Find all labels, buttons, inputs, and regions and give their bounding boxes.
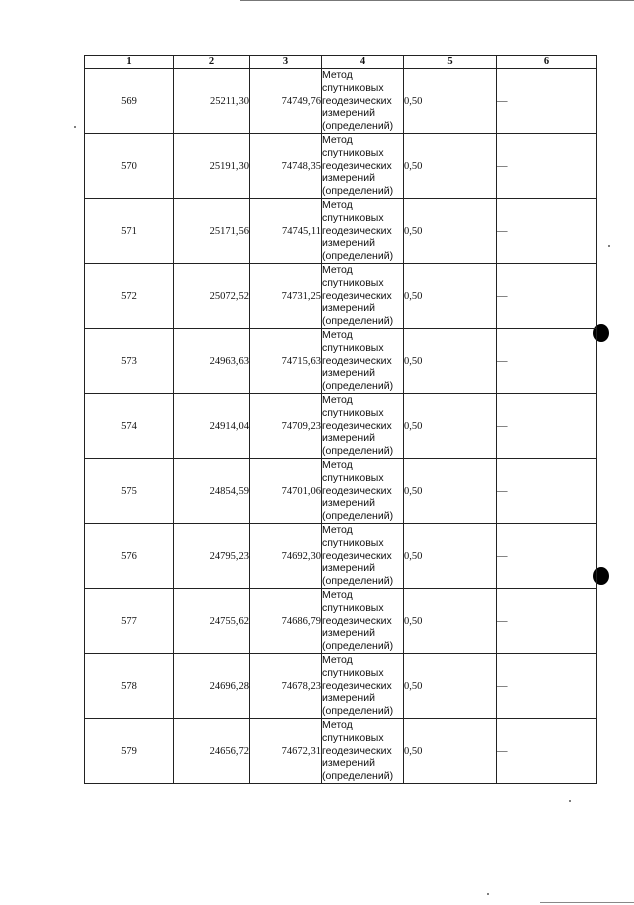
method-line: геодезических bbox=[322, 159, 392, 172]
accuracy-cell: 0,50 bbox=[404, 459, 497, 524]
method-line: (определений) bbox=[322, 120, 394, 133]
method-line: спутниковых bbox=[322, 536, 384, 549]
method-line: Метод bbox=[322, 459, 353, 471]
accuracy-cell: 0,50 bbox=[404, 69, 497, 134]
column-header: 1 bbox=[85, 56, 174, 69]
point-number-cell: 573 bbox=[85, 329, 174, 394]
method-line: геодезических bbox=[322, 94, 392, 107]
table-row bbox=[85, 459, 597, 524]
method-cell bbox=[322, 654, 404, 719]
coordinate-x-cell: 24963,63 bbox=[174, 329, 250, 394]
coordinate-x-cell: 25171,56 bbox=[174, 199, 250, 264]
method-cell bbox=[322, 329, 404, 394]
accuracy-cell: 0,50 bbox=[404, 654, 497, 719]
column-header: 6 bbox=[497, 56, 597, 69]
table-row bbox=[85, 589, 597, 654]
accuracy-cell: 0,50 bbox=[404, 394, 497, 459]
point-number-cell: 577 bbox=[85, 589, 174, 654]
point-number-cell: 579 bbox=[85, 719, 174, 784]
method-line: спутниковых bbox=[322, 146, 384, 159]
method-line: спутниковых bbox=[322, 341, 384, 354]
method-line: (определений) bbox=[322, 185, 394, 198]
description-cell: — bbox=[497, 589, 597, 654]
method-cell bbox=[322, 459, 404, 524]
point-number-cell: 571 bbox=[85, 199, 174, 264]
method-cell bbox=[322, 264, 404, 329]
method-cell bbox=[322, 394, 404, 459]
method-line: Метод bbox=[322, 329, 353, 341]
method-line: геодезических bbox=[322, 614, 392, 627]
method-line: спутниковых bbox=[322, 211, 384, 224]
method-line: геодезических bbox=[322, 224, 392, 237]
table-row bbox=[85, 719, 597, 784]
method-line: спутниковых bbox=[322, 406, 384, 419]
description-cell: — bbox=[497, 719, 597, 784]
coordinate-x-cell: 25211,30 bbox=[174, 69, 250, 134]
method-line: Метод bbox=[322, 719, 353, 731]
method-line: измерений bbox=[322, 367, 375, 380]
method-line: измерений bbox=[322, 172, 375, 185]
accuracy-cell: 0,50 bbox=[404, 524, 497, 589]
point-number-cell: 578 bbox=[85, 654, 174, 719]
coordinate-y-cell: 74701,06 bbox=[250, 459, 322, 524]
point-number-cell: 572 bbox=[85, 264, 174, 329]
table-row bbox=[85, 264, 597, 329]
method-line: Метод bbox=[322, 134, 353, 146]
method-cell bbox=[322, 589, 404, 654]
coordinate-y-cell: 74748,35 bbox=[250, 134, 322, 199]
method-line: (определений) bbox=[322, 250, 394, 263]
method-line: измерений bbox=[322, 627, 375, 640]
method-line: измерений bbox=[322, 497, 375, 510]
point-number-cell: 575 bbox=[85, 459, 174, 524]
scan-speck bbox=[487, 893, 489, 895]
coordinate-x-cell: 24854,59 bbox=[174, 459, 250, 524]
coordinate-y-cell: 74692,30 bbox=[250, 524, 322, 589]
coordinate-x-cell: 24795,23 bbox=[174, 524, 250, 589]
coordinate-x-cell: 25191,30 bbox=[174, 134, 250, 199]
point-number-cell: 570 bbox=[85, 134, 174, 199]
method-cell bbox=[322, 134, 404, 199]
method-line: (определений) bbox=[322, 315, 394, 328]
method-line: измерений bbox=[322, 237, 375, 250]
method-line: спутниковых bbox=[322, 471, 384, 484]
method-line: измерений bbox=[322, 432, 375, 445]
method-line: Метод bbox=[322, 264, 353, 276]
method-line: спутниковых bbox=[322, 601, 384, 614]
column-header: 5 bbox=[404, 56, 497, 69]
method-cell bbox=[322, 199, 404, 264]
scan-top-edge-line bbox=[240, 0, 634, 1]
method-line: Метод bbox=[322, 524, 353, 536]
coordinate-y-cell: 74678,23 bbox=[250, 654, 322, 719]
method-cell bbox=[322, 69, 404, 134]
method-line: геодезических bbox=[322, 549, 392, 562]
method-line: (определений) bbox=[322, 380, 394, 393]
method-line: спутниковых bbox=[322, 666, 384, 679]
method-line: Метод bbox=[322, 394, 353, 406]
coordinate-y-cell: 74709,23 bbox=[250, 394, 322, 459]
description-cell: — bbox=[497, 199, 597, 264]
point-number-cell: 574 bbox=[85, 394, 174, 459]
table-header-row bbox=[85, 56, 597, 69]
method-line: измерений bbox=[322, 692, 375, 705]
method-line: геодезических bbox=[322, 679, 392, 692]
coordinate-x-cell: 24696,28 bbox=[174, 654, 250, 719]
method-line: (определений) bbox=[322, 770, 394, 783]
coordinate-x-cell: 24656,72 bbox=[174, 719, 250, 784]
scan-bottom-edge-line bbox=[540, 902, 634, 903]
description-cell: — bbox=[497, 329, 597, 394]
accuracy-cell: 0,50 bbox=[404, 589, 497, 654]
method-line: Метод bbox=[322, 199, 353, 211]
coordinate-x-cell: 24914,04 bbox=[174, 394, 250, 459]
method-line: (определений) bbox=[322, 510, 394, 523]
method-line: (определений) bbox=[322, 445, 394, 458]
column-header: 4 bbox=[322, 56, 404, 69]
description-cell: — bbox=[497, 459, 597, 524]
description-cell: — bbox=[497, 394, 597, 459]
method-line: измерений bbox=[322, 107, 375, 120]
method-line: геодезических bbox=[322, 354, 392, 367]
method-line: (определений) bbox=[322, 705, 394, 718]
method-line: измерений bbox=[322, 562, 375, 575]
coordinate-x-cell: 25072,52 bbox=[174, 264, 250, 329]
coordinate-y-cell: 74749,76 bbox=[250, 69, 322, 134]
method-line: спутниковых bbox=[322, 81, 384, 94]
description-cell: — bbox=[497, 264, 597, 329]
description-cell: — bbox=[497, 524, 597, 589]
method-cell bbox=[322, 524, 404, 589]
coordinate-y-cell: 74672,31 bbox=[250, 719, 322, 784]
table-row bbox=[85, 654, 597, 719]
method-line: геодезических bbox=[322, 419, 392, 432]
scan-speck bbox=[74, 126, 76, 128]
coordinate-y-cell: 74731,25 bbox=[250, 264, 322, 329]
method-line: (определений) bbox=[322, 640, 394, 653]
method-cell bbox=[322, 719, 404, 784]
description-cell: — bbox=[497, 69, 597, 134]
coordinate-y-cell: 74745,11 bbox=[250, 199, 322, 264]
column-header: 2 bbox=[174, 56, 250, 69]
accuracy-cell: 0,50 bbox=[404, 264, 497, 329]
accuracy-cell: 0,50 bbox=[404, 134, 497, 199]
description-cell: — bbox=[497, 654, 597, 719]
method-line: геодезических bbox=[322, 484, 392, 497]
method-line: спутниковых bbox=[322, 276, 384, 289]
table-row bbox=[85, 199, 597, 264]
description-cell: — bbox=[497, 134, 597, 199]
column-header: 3 bbox=[250, 56, 322, 69]
method-line: геодезических bbox=[322, 744, 392, 757]
coordinate-y-cell: 74686,79 bbox=[250, 589, 322, 654]
table-row bbox=[85, 524, 597, 589]
scan-speck bbox=[569, 800, 571, 802]
accuracy-cell: 0,50 bbox=[404, 329, 497, 394]
method-line: измерений bbox=[322, 302, 375, 315]
method-line: Метод bbox=[322, 654, 353, 666]
method-line: измерений bbox=[322, 757, 375, 770]
point-number-cell: 569 bbox=[85, 69, 174, 134]
method-line: Метод bbox=[322, 69, 353, 81]
method-line: Метод bbox=[322, 589, 353, 601]
coordinates-table bbox=[84, 55, 597, 784]
table-row bbox=[85, 134, 597, 199]
coordinate-y-cell: 74715,63 bbox=[250, 329, 322, 394]
scan-speck bbox=[608, 245, 610, 247]
coordinate-x-cell: 24755,62 bbox=[174, 589, 250, 654]
table-row bbox=[85, 394, 597, 459]
accuracy-cell: 0,50 bbox=[404, 199, 497, 264]
table-row bbox=[85, 329, 597, 394]
method-line: (определений) bbox=[322, 575, 394, 588]
table-row bbox=[85, 69, 597, 134]
point-number-cell: 576 bbox=[85, 524, 174, 589]
method-line: спутниковых bbox=[322, 731, 384, 744]
method-line: геодезических bbox=[322, 289, 392, 302]
accuracy-cell: 0,50 bbox=[404, 719, 497, 784]
